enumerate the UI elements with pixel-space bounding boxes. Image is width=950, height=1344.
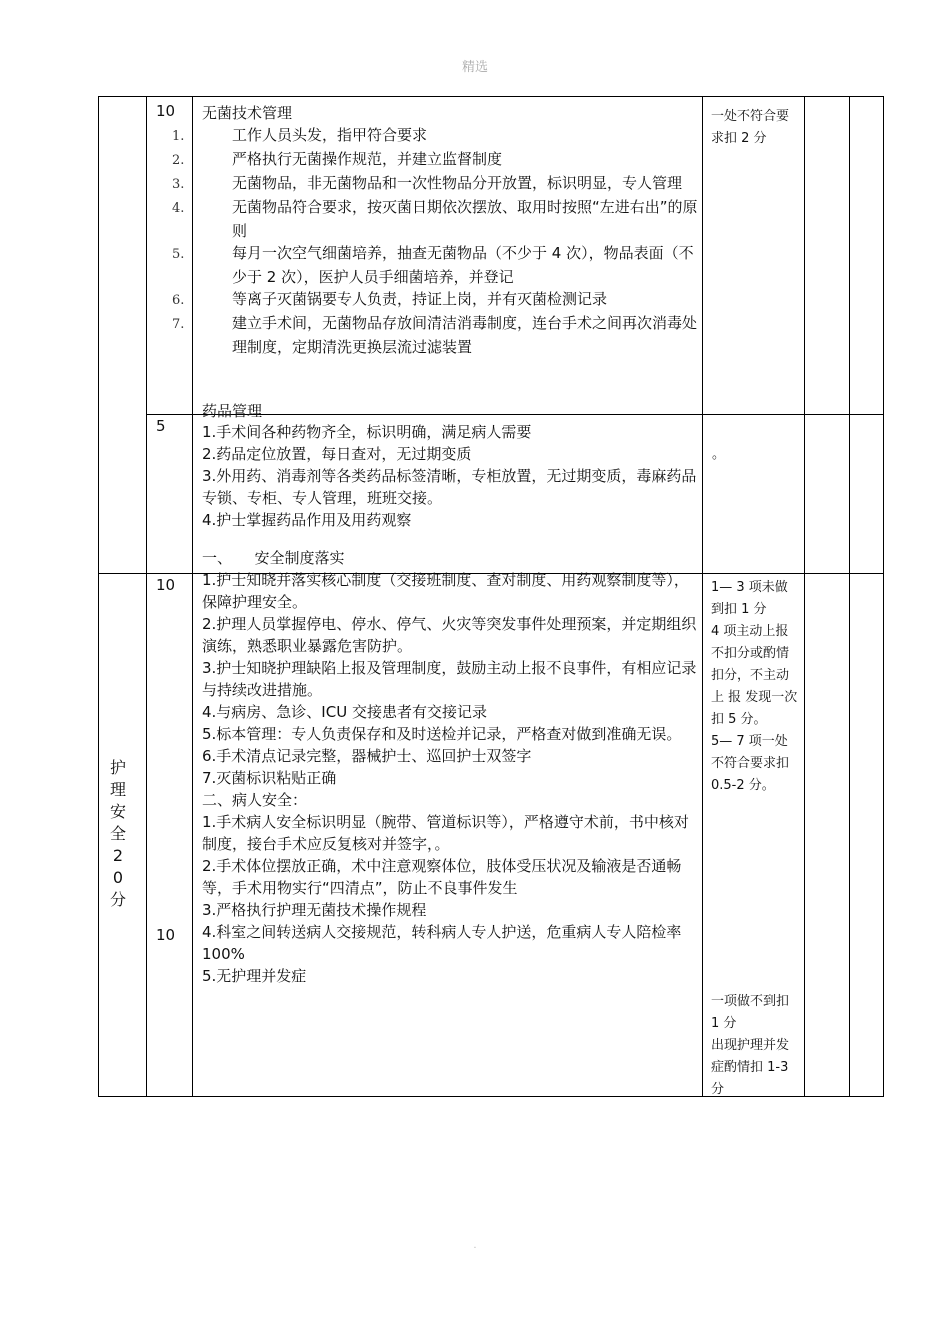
- list-item: [172, 312, 698, 358]
- list-item: 7.灭菌标识粘贴正确: [202, 769, 337, 787]
- list-text: 等离子灭菌锅要专人负责，持证上岗，并有灭菌检测记录: [232, 290, 608, 308]
- list-number: 2.: [172, 153, 185, 168]
- list-item: 2.手术体位摆放正确，术中注意观察体位，肢体受压状况及输液是否通畅等，手术用物实行“四清点”，防止不良事件发生: [202, 857, 682, 897]
- patient-safety-list: [202, 811, 702, 987]
- category-char: 理: [109, 780, 126, 799]
- deduction-cell: 一处不符合要求扣 2 分: [711, 109, 790, 146]
- list-item: [172, 124, 698, 148]
- list-text: 工作人员头发，指甲符合要求: [232, 126, 428, 144]
- list-item: 2.护理人员掌握停电、停水、停气、火灾等突发事件处理预案，并定期组织演练，熟悉职业暴露危害防护。: [202, 615, 697, 655]
- list-text: 无菌物品，非无菌物品和一次性物品分开放置，标识明显，专人管理: [232, 174, 683, 192]
- section-title: 药品管理: [202, 402, 263, 420]
- score-cell: 5: [156, 417, 166, 435]
- list-item: [172, 242, 698, 288]
- section-title: 无菌技术管理: [202, 104, 293, 122]
- list-item: 3.严格执行护理无菌技术操作规程: [202, 901, 427, 919]
- section-heading: 一、 安全制度落实: [202, 549, 345, 567]
- list-item: 4.科室之间转送病人交接规范，转科病人专人护送，危重病人专人陪检率 100%: [202, 923, 682, 963]
- list-item: 4.护士掌握药品作用及用药观察: [202, 511, 412, 529]
- safety-list: [202, 569, 702, 789]
- category-char: 分: [109, 890, 126, 909]
- score-cell: 10: [156, 576, 176, 594]
- list-text: 严格执行无菌操作规范，并建立监督制度: [232, 150, 503, 168]
- deduction-cell: 。: [712, 447, 726, 462]
- list-number: 7.: [172, 317, 185, 332]
- list-number: 3.: [172, 177, 185, 192]
- list-item: 1.手术间各种药物齐全，标识明确，满足病人需要: [202, 423, 532, 441]
- category-char: 0: [112, 868, 124, 887]
- list-item: 5.无护理并发症: [202, 967, 307, 985]
- category-char: 2: [112, 846, 124, 865]
- deduction-cell: 1— 3 项未做到扣 1 分 4 项主动上报不扣分或酌情扣分，不主动 上 报 发现一次扣 5 分。 5— 7 项一处不符合要求扣 0.5-2 分。: [711, 580, 798, 793]
- drugs-list: [202, 421, 702, 531]
- category-label: [108, 757, 128, 911]
- list-item: 1.护士知晓并落实核心制度（交接班制度、查对制度、用药观察制度等），保障护理安全。: [202, 571, 689, 611]
- page-header: 精选: [461, 60, 488, 75]
- list-item: [172, 196, 698, 242]
- score-cell: 10: [156, 102, 176, 120]
- category-char: 安: [109, 802, 126, 821]
- page-footer: .: [473, 1240, 477, 1251]
- list-item: 6.手术清点记录完整，器械护士、巡回护士双签字: [202, 747, 532, 765]
- category-char: 护: [109, 758, 126, 777]
- asepsis-list: [172, 124, 698, 358]
- list-item: [172, 172, 698, 196]
- list-item: 3.护士知晓护理缺陷上报及管理制度，鼓励主动上报不良事件，有相应记录与持续改进措施。: [202, 659, 697, 699]
- section-heading: 二、病人安全：: [202, 791, 308, 809]
- list-text: 每月一次空气细菌培养，抽查无菌物品（不少于 4 次），物品表面（不少于 2 次），医护人员手细菌培养，并登记: [232, 244, 694, 286]
- list-item: 1.手术病人安全标识明显（腕带、管道标识等），严格遵守术前，书中核对制度，接台手术应反复核对并签字，。: [202, 813, 689, 853]
- list-item: 5.标本管理：专人负责保存和及时送检并记录，严格查对做到准确无误。: [202, 725, 682, 743]
- list-item: 4.与病房、急诊、ICU 交接患者有交接记录: [202, 703, 487, 721]
- list-number: 4.: [172, 201, 185, 216]
- score-cell: 10: [156, 926, 176, 944]
- list-number: 6.: [172, 293, 185, 308]
- list-item: [172, 288, 698, 312]
- list-item: [172, 148, 698, 172]
- list-item: 3.外用药、消毒剂等各类药品标签清晰，专柜放置，无过期变质，毒麻药品专锁、专柜、专人管理，班班交接。: [202, 467, 697, 507]
- list-text: 建立手术间，无菌物品存放间清洁消毒制度，连台手术之间再次消毒处理制度，定期清洗更换层流过滤装置: [232, 314, 698, 356]
- list-number: 5.: [172, 247, 185, 262]
- asepsis-content: [172, 102, 698, 358]
- list-text: 无菌物品符合要求，按灭菌日期依次摆放、取用时按照“左进右出”的原则: [232, 198, 698, 240]
- list-number: 1.: [172, 129, 185, 144]
- safety-content: [202, 569, 702, 987]
- list-item: 2.药品定位放置，每日查对，无过期变质: [202, 445, 472, 463]
- category-char: 全: [109, 824, 126, 843]
- deduction-cell: 一项做不到扣 1 分 出现护理并发症酌情扣 1-3 分: [711, 994, 790, 1097]
